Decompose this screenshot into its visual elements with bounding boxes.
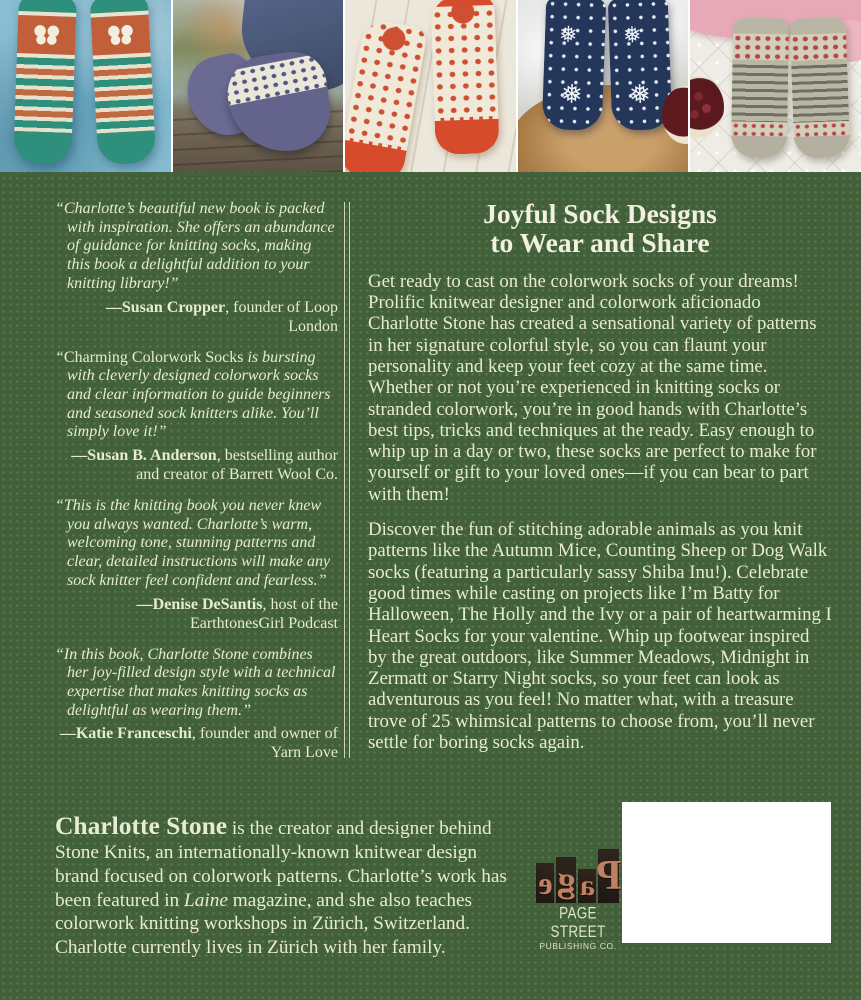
quote-text bbox=[55, 200, 338, 294]
quote-attribution bbox=[55, 595, 338, 633]
quote-attribution bbox=[55, 724, 338, 762]
page-title-line2: to Wear and Share bbox=[490, 226, 710, 258]
testimonial-quote-2 bbox=[55, 349, 338, 485]
testimonial-quote-4 bbox=[55, 646, 338, 763]
publisher-name: PAGE STREET bbox=[550, 903, 606, 941]
quote-attribution bbox=[55, 298, 338, 336]
sock-shape bbox=[541, 0, 606, 131]
attribution-name: —Katie Franceschi bbox=[59, 725, 192, 743]
butterfly-motif bbox=[105, 23, 136, 47]
publisher-subtitle: PUBLISHING CO. bbox=[539, 941, 617, 951]
letterpress-blocks-icon bbox=[532, 845, 624, 903]
sock-butterfly-band bbox=[17, 15, 76, 55]
sock-stripes bbox=[14, 57, 75, 133]
photo-butterfly-striped-socks bbox=[0, 0, 171, 172]
photo-grey-cherry-socks bbox=[690, 0, 861, 172]
photo-navy-snowflake-socks bbox=[518, 0, 689, 172]
snowflake-icon: ❅ bbox=[622, 21, 642, 48]
attribution-role: , founder of Loop London bbox=[225, 298, 338, 335]
quote-lead: “ bbox=[55, 200, 64, 217]
quote-text bbox=[55, 646, 338, 721]
letterpress-letter: P bbox=[599, 849, 620, 903]
sock-toe bbox=[794, 135, 851, 159]
quote-lead: “ bbox=[55, 348, 64, 366]
attribution-name: —Susan Cropper bbox=[105, 298, 226, 316]
sock-cuff bbox=[733, 18, 789, 35]
sock-toe bbox=[97, 130, 157, 165]
page-title-line1: Joyful Sock Designs bbox=[483, 198, 717, 229]
sock-shape bbox=[731, 18, 789, 159]
sock-shape bbox=[90, 0, 157, 165]
quote-lead: “ bbox=[55, 497, 64, 515]
sock-shape bbox=[790, 17, 851, 159]
testimonial-quote-1 bbox=[55, 200, 338, 336]
butterfly-motif bbox=[31, 24, 62, 47]
testimonial-quote-3 bbox=[55, 497, 338, 633]
quote-text bbox=[55, 497, 338, 591]
ankle-band bbox=[732, 122, 788, 137]
attribution-name: —Denise DeSantis bbox=[136, 595, 263, 613]
photo-red-apple-socks bbox=[345, 0, 516, 172]
sock-photo-strip bbox=[0, 0, 861, 172]
sock-toe bbox=[13, 131, 72, 165]
book-title-inline: Charming Colorwork Socks bbox=[63, 348, 244, 366]
photo-purple-swan-socks-dock bbox=[173, 0, 344, 172]
sock-butterfly-band bbox=[91, 15, 151, 56]
magazine-name: Laine bbox=[184, 889, 228, 911]
quote-text bbox=[55, 349, 338, 443]
cherry bbox=[702, 104, 711, 113]
quote-lead: “ bbox=[55, 645, 64, 663]
description-column bbox=[368, 200, 832, 767]
attribution-role: , host of the EarthtonesGirl Podcast bbox=[190, 595, 338, 632]
cherry bbox=[694, 92, 703, 101]
quote-body: This is the knitting book you never knew you always wanted. Charlotte’s warm, welcoming tone, stunning patterns and clear, detailed instructions will make any sock knitter feel confident and fearless.” bbox=[63, 497, 331, 589]
cherry-band bbox=[733, 34, 789, 61]
description-paragraph-2: Discover the fun of stitching adorable animals as you knit patterns like the Autumn Mice, Counting Sheep or Dog Walk socks (featuring a particularly sassy Shiba Inu!). Celebrate good times while casting on projects like I’m Batty for Halloween, The Holly and the Ivy or a pair of heartwarming I Heart Socks for your valentine. Whip up footwear inspired by the great outdoors, like Summer Meadows, Midnight in Zermatt or Starry Night socks, so your feet can look as adventurous as you feel! No matter what, with a treasure trove of 25 whimsical patterns to choose from, you’ll never settle for boring socks again. bbox=[368, 519, 832, 753]
barcode-placeholder bbox=[622, 802, 831, 943]
letterpress-letter: g bbox=[557, 857, 577, 903]
description-paragraph-1: Get ready to cast on the colorwork socks of your dreams! Prolific knitwear designer and colorwork aficionado Charlotte Stone has created a sensational variety of patterns in her signature colorful style, so you can flaunt your personality and keep your feet cozy at the same time. Whether or not you’re experienced in knitting socks or stranded colorwork, you’re in good hands with Charlotte’s best tips, tricks and techniques at the ready. Easy enough to whip up in a day or two, these socks are perfect to make for yourself or gift to your loved ones—if you can bear to part with them! bbox=[368, 270, 817, 505]
sock-stripes bbox=[732, 60, 789, 123]
cherry-bowl bbox=[690, 76, 724, 138]
sock-toe bbox=[731, 136, 787, 159]
column-divider-rule bbox=[344, 202, 350, 758]
sock-toe bbox=[345, 137, 407, 172]
author-name: Charlotte Stone bbox=[55, 811, 228, 841]
quote-body: Charlotte’s beautiful new book is packed with inspiration. She offers an abundance of guidance for knitting socks, making this book a delightful addition to your knitting library!” bbox=[63, 200, 335, 292]
attribution-role: , founder and owner of Yarn Love bbox=[191, 725, 338, 762]
page-title bbox=[368, 200, 832, 258]
sock-shape bbox=[13, 0, 77, 165]
sock-stripes bbox=[93, 57, 155, 134]
publisher-logo bbox=[532, 845, 624, 951]
quote-body: is bursting with cleverly designed colorwork socks and clear information to guide beginners and seasoned sock knitters alike. You’ll simply love it!” bbox=[67, 348, 331, 441]
letterpress-letter: a bbox=[580, 869, 595, 902]
author-bio bbox=[55, 811, 507, 960]
testimonials-column bbox=[55, 200, 338, 775]
sock-cuff bbox=[430, 0, 494, 7]
bio-text: is the creator and designer behind Stone Knits, an internationally-known knitwear design brand focused on colorwork patterns. Charlotte’s work has been featured in bbox=[55, 818, 507, 911]
quote-attribution bbox=[55, 446, 338, 484]
attribution-role: , bestselling author and creator of Barrett Wool Co. bbox=[136, 447, 338, 484]
snowflake-icon: ❅ bbox=[560, 79, 584, 110]
sock-stripes bbox=[791, 59, 849, 123]
bio-text: magazine, and she also teaches colorwork knitting workshops in Zürich, Switzerland. Charlotte currently lives in Zürich with her family. bbox=[55, 889, 473, 959]
quote-body: In this book, Charlotte Stone combines her joy-filled design style with a technical expertise that makes knitting socks as delightful as wearing them.” bbox=[63, 645, 336, 719]
sock-shape bbox=[430, 0, 499, 155]
cherry bbox=[690, 110, 699, 119]
snowflake-icon: ❅ bbox=[558, 21, 578, 48]
snowflake-icon: ❅ bbox=[628, 79, 652, 110]
cherry-band bbox=[791, 33, 848, 61]
attribution-name: —Susan B. Anderson bbox=[71, 447, 217, 465]
letterpress-letter: e bbox=[537, 863, 555, 903]
